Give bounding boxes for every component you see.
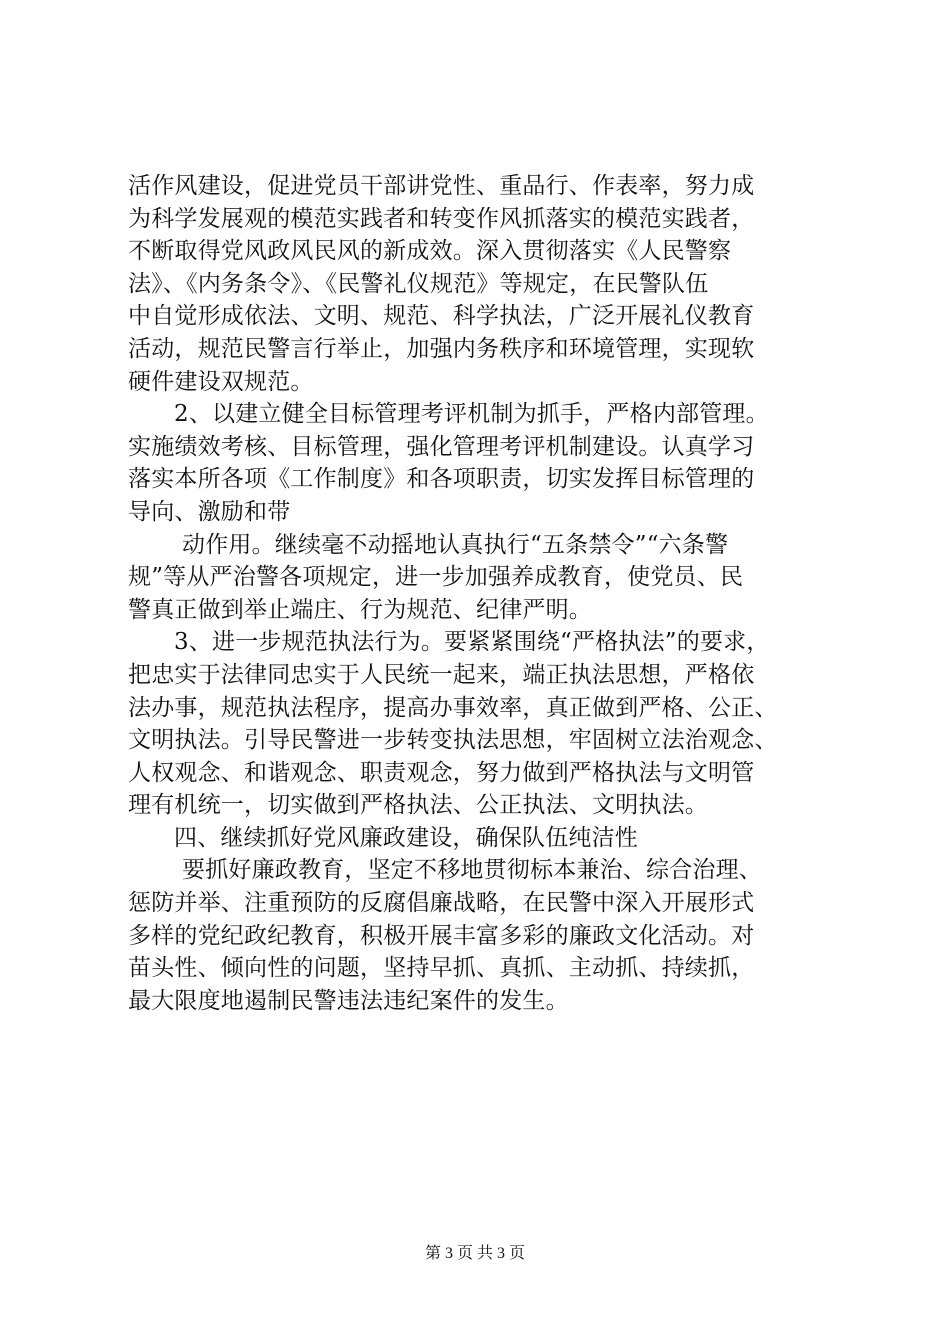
text-line: 苗头性、倾向性的问题，坚持早抓、真抓、主动抓、持续抓，	[128, 955, 755, 982]
text-line: 理有机统一，切实做到严格执法、公正执法、文明执法。	[128, 792, 708, 819]
page-number-footer: 第 3 页 共 3 页	[424, 1245, 525, 1262]
text-line: 活作风建设，促进党员干部讲党性、重品行、作表率，努力成	[128, 173, 755, 199]
body-text	[128, 170, 858, 1017]
text-line: 中自觉形成依法、文明、规范、科学执法，广泛开展礼仪教育	[128, 303, 755, 330]
text-line: 法》、《内务条令》、《民警礼仪规范》等规定，在民警队伍	[128, 270, 709, 297]
text-line: 警真正做到举止端庄、行为规范、纪律严明。	[128, 596, 592, 623]
text-line: 不断取得党风政风民风的新成效。深入贯彻落实《人民警察	[128, 238, 732, 265]
section-heading: 四、继续抓好党风廉政建设，确保队伍纯洁性	[174, 824, 638, 851]
text-line: 最大限度地遏制民警违法违纪案件的发生。	[128, 987, 569, 1014]
text-line: 法办事，规范执法程序，提高办事效率，真正做到严格、公正、	[128, 694, 778, 721]
text-line: 硬件建设双规范。	[128, 368, 314, 395]
text-line: 规”等从严治警各项规定，进一步加强养成教育，使党员、民	[128, 564, 744, 591]
text-line: 把忠实于法律同忠实于人民统一起来，端正执法思想，严格依	[128, 661, 755, 688]
paragraph-start-line: 3、进一步规范执法行为。要紧紧围绕“严格执法”的要求，	[174, 629, 770, 656]
text-line: 为科学发展观的模范实践者和转变作风抓落实的模范实践者，	[128, 205, 755, 232]
text-line: 实施绩效考核、目标管理，强化管理考评机制建设。认真学习	[128, 433, 755, 460]
paragraph-start-line: 动作用。继续毫不动摇地认真执行“五条禁令”“六条警	[182, 531, 729, 558]
paragraph-start-line: 要抓好廉政教育，坚定不移地贯彻标本兼治、综合治理、	[182, 857, 762, 884]
text-line: 活动，规范民警言行举止，加强内务秩序和环境管理，实现软	[128, 335, 755, 362]
text-line: 多样的党纪政纪教育，积极开展丰富多彩的廉政文化活动。对	[128, 922, 755, 949]
paragraph-start-line: 2、以建立健全目标管理考评机制为抓手，严格内部管理。	[174, 401, 769, 428]
text-line: 落实本所各项《工作制度》和各项职责，切实发挥目标管理的	[128, 466, 755, 493]
text-line: 惩防并举、注重预防的反腐倡廉战略，在民警中深入开展形式	[128, 890, 755, 917]
text-line: 导向、激励和带	[128, 498, 291, 525]
text-line: 文明执法。引导民警进一步转变执法思想，牢固树立法治观念、	[128, 727, 778, 754]
text-line: 人权观念、和谐观念、职责观念，努力做到严格执法与文明管	[128, 759, 755, 786]
